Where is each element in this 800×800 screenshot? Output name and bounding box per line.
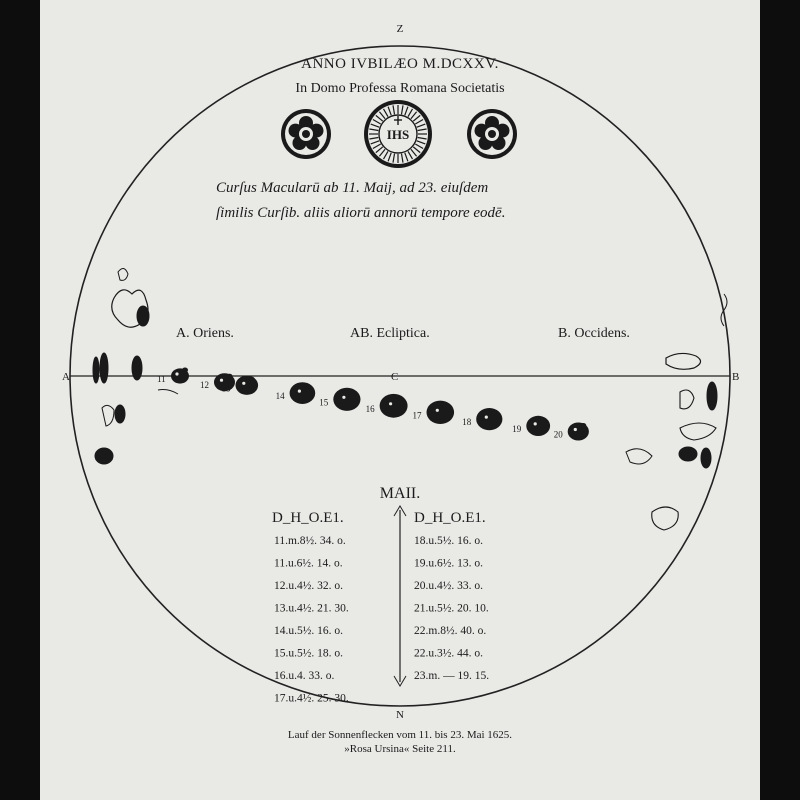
sunspot-day-label: 13 xyxy=(221,383,231,394)
table-row: 21.u.5½. 20. 10. xyxy=(414,602,489,615)
table-row: 18.u.5½. 16. o. xyxy=(414,535,483,547)
eastern-limb-spot-clusters xyxy=(93,268,178,464)
sunspot-19 xyxy=(526,416,550,436)
north-label: Z xyxy=(396,23,404,35)
table-row: 16.u.4. 33. o. xyxy=(274,670,335,682)
inscription-line-2: ſimilis Curſib. aliis aliorū annorū tempore eodē. xyxy=(216,205,506,221)
label-b: B xyxy=(732,371,740,383)
label-a: A xyxy=(62,371,70,383)
sunspot-17 xyxy=(427,401,455,424)
sunspot-day-label: 18 xyxy=(462,417,472,428)
table-row: 11.m.8½. 34. o. xyxy=(274,535,346,547)
sunspot-track xyxy=(157,368,589,441)
label-ecliptica: AB. Ecliptica. xyxy=(350,326,430,341)
plate-title: ANNO IVBILÆO M.DCXXV. xyxy=(301,56,499,72)
label-oriens: A. Oriens. xyxy=(176,326,234,341)
table-header-left: D_H_O.E1. xyxy=(272,510,344,526)
label-occidens: B. Occidens. xyxy=(558,326,630,341)
table-row: 17.u.4½. 25. 30. xyxy=(274,692,349,705)
caption-line-1: Lauf der Sonnenflecken vom 11. bis 23. Mai 1625. xyxy=(287,729,513,741)
western-limb-spot-clusters xyxy=(626,294,727,530)
sunspot-day-label: 15 xyxy=(319,397,329,408)
inscription-line-1: Curſus Macularū ab 11. Maij, ad 23. eiuſdem xyxy=(216,180,489,196)
caption-line-2: »Rosa Ursina« Seite 211. xyxy=(344,743,456,755)
table-row: 14.u.5½. 16. o. xyxy=(274,625,343,637)
sunspot-day-label: 17 xyxy=(412,410,422,421)
table-month: MAII. xyxy=(379,485,421,502)
ihs-monogram: IHS xyxy=(386,127,410,142)
label-n: N xyxy=(396,709,404,721)
sunspot-20 xyxy=(568,423,589,441)
left-rose-emblem xyxy=(281,109,331,159)
sunspot-11 xyxy=(171,368,189,384)
table-row: 23.m. — 19. 15. xyxy=(414,670,490,682)
sunspot-18 xyxy=(476,408,502,430)
table-header-right: D_H_O.E1. xyxy=(414,510,486,526)
sunspot-day-label: 12 xyxy=(200,380,209,391)
table-row: 11.u.6½. 14. o. xyxy=(274,557,343,570)
table-row: 13.u.4½. 21. 30. xyxy=(274,602,349,615)
sunspot-day-label: 11 xyxy=(157,374,166,384)
table-left-column xyxy=(274,535,349,705)
sunspot-15 xyxy=(333,388,360,411)
table-row: 22.m.8½. 40. o. xyxy=(414,625,487,637)
sunspot-day-label: 14 xyxy=(275,391,285,402)
table-row: 19.u.6½. 13. o. xyxy=(414,557,483,570)
table-right-column xyxy=(414,535,489,682)
plate-subtitle: In Domo Professa Romana Societatis xyxy=(295,81,505,96)
sun-disc-engraving xyxy=(40,0,760,800)
label-c: C xyxy=(391,371,399,383)
table-row: 12.u.4½. 32. o. xyxy=(274,580,343,592)
right-rose-emblem xyxy=(467,109,517,159)
sunspot-16 xyxy=(380,394,408,418)
engraving-sheet xyxy=(40,0,760,800)
ihs-seal-icon xyxy=(364,100,432,168)
sunspot-13 xyxy=(236,376,259,395)
sunspot-day-label: 20 xyxy=(553,429,563,440)
table-row: 22.u.3½. 44. o. xyxy=(414,647,483,660)
table-row: 20.u.4½. 33. o. xyxy=(414,580,483,592)
sunspot-day-label: 16 xyxy=(365,403,375,414)
sunspot-day-label: 19 xyxy=(512,423,522,434)
table-row: 15.u.5½. 18. o. xyxy=(274,647,343,660)
sunspot-14 xyxy=(290,382,316,404)
